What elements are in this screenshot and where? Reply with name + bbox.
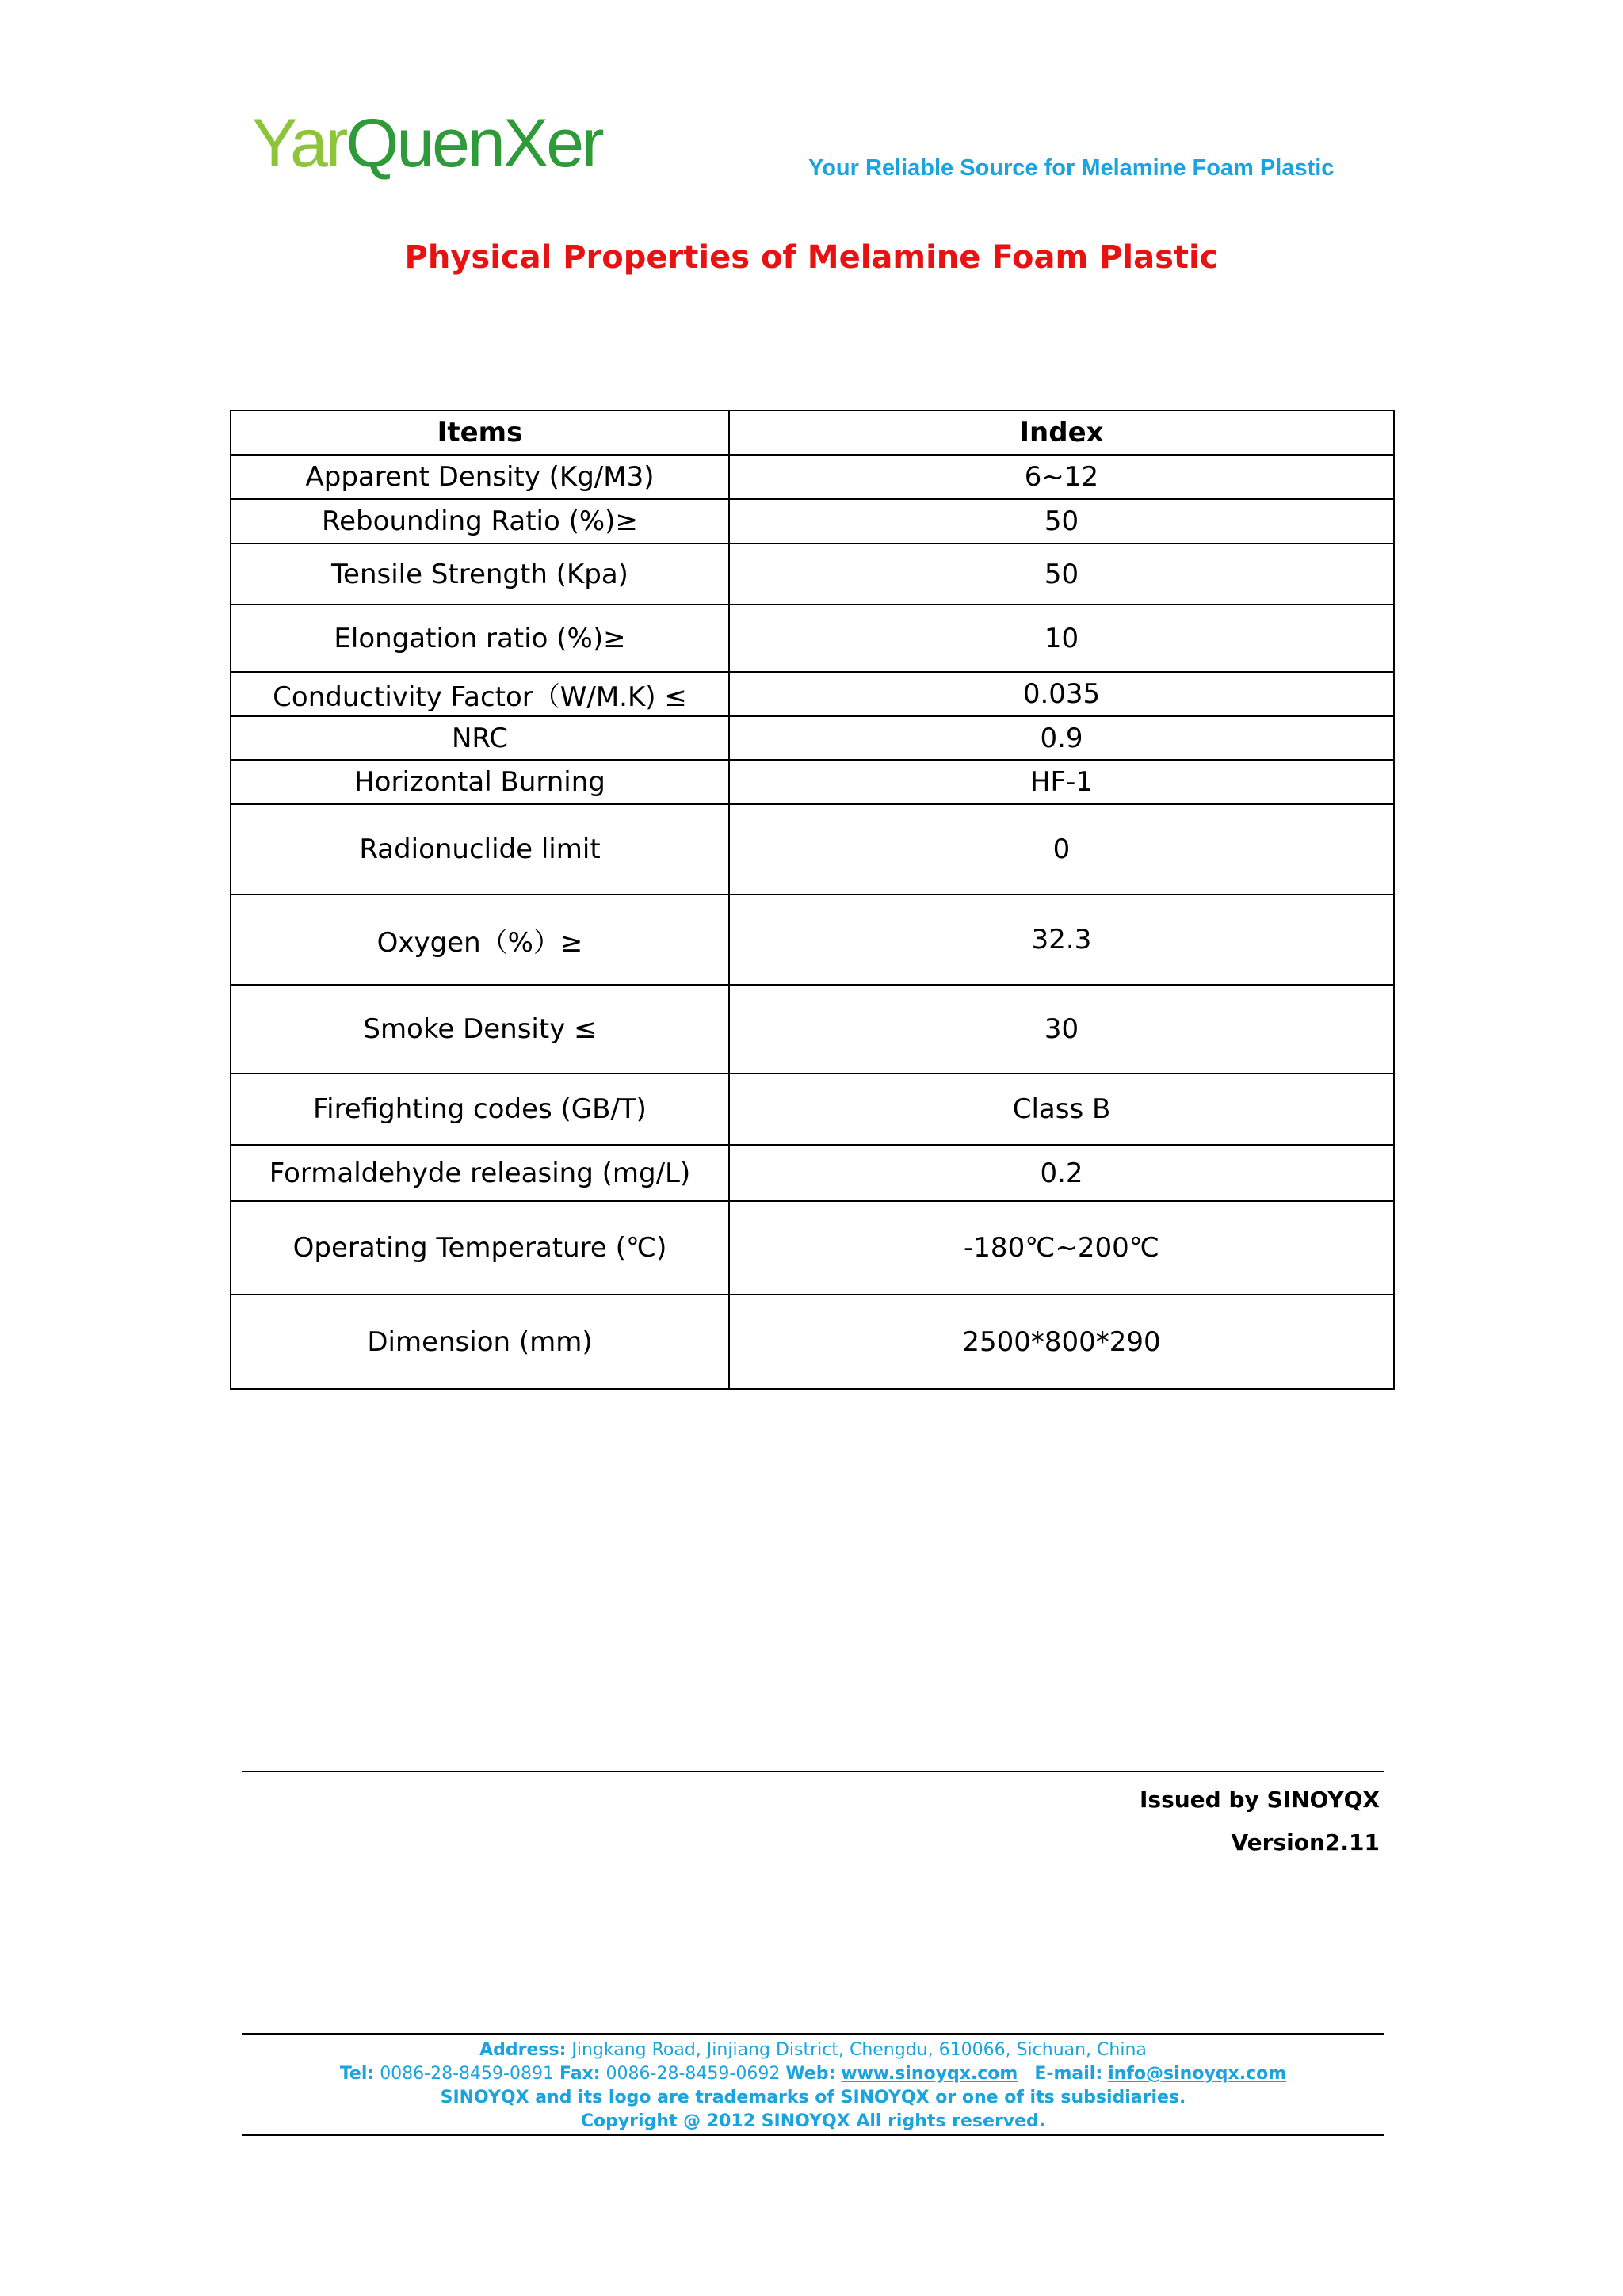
table-row [231,499,1394,543]
trademark-line: SINOYQX and its logo are trademarks of SINOYQX or one of its subsidiaries. [440,2088,1186,2107]
footer-contact-line [242,2062,1384,2086]
value-cell: 0.9 [729,716,1394,760]
item-cell: Horizontal Burning [231,760,729,804]
item-cell: Firefighting codes (GB/T) [231,1074,729,1145]
address-label: Address: [479,2040,567,2060]
item-cell: Oxygen（%）≥ [231,894,729,985]
column-header-items: Items [231,410,729,455]
web-link[interactable]: www.sinoyqx.com [841,2064,1018,2084]
page-title: Physical Properties of Melamine Foam Plastic [404,239,1219,276]
value-cell: 0.2 [729,1145,1394,1201]
value-cell: 2500*800*290 [729,1295,1394,1389]
value-cell: 0.035 [729,672,1394,716]
footer-address-line [242,2039,1384,2062]
logo-part-3: Xer [502,105,602,181]
table-row [231,672,1394,716]
address: Jingkang Road, Jinjiang District, Chengdu, 610066, Sichuan, China [571,2040,1147,2060]
item-cell: Formaldehyde releasing (mg/L) [231,1145,729,1201]
table-row [231,716,1394,760]
fax-label: Fax: [559,2064,601,2084]
divider-footer-top [242,2033,1384,2035]
web-label: Web: [785,2064,836,2084]
issued-by: Issued by SINOYQX [1140,1787,1380,1813]
value-cell: 10 [729,605,1394,672]
table-row [231,894,1394,985]
issued-block [1140,1779,1380,1864]
table-row [231,1145,1394,1201]
item-cell: Elongation ratio (%)≥ [231,605,729,672]
table-row [231,1201,1394,1295]
table-row [231,985,1394,1074]
divider-footer-bottom [242,2134,1384,2136]
tel: 0086-28-8459-0891 [380,2064,554,2084]
copyright-line: Copyright @ 2012 SINOYQX All rights reserved. [580,2111,1046,2131]
item-cell: Smoke Density ≤ [231,985,729,1074]
email-link[interactable]: info@sinoyqx.com [1108,2064,1287,2084]
logo-part-2: Quen [346,105,503,181]
value-cell: 32.3 [729,894,1394,985]
footer [242,2039,1384,2134]
email-label: E-mail: [1034,2064,1103,2084]
table-row [231,1074,1394,1145]
value-cell: Class B [729,1074,1394,1145]
value-cell: 30 [729,985,1394,1074]
table-row [231,455,1394,499]
logo-part-1: Yar [252,105,346,181]
table-header-row [231,410,1394,455]
item-cell: Rebounding Ratio (%)≥ [231,499,729,543]
value-cell: 0 [729,804,1394,894]
value-cell: -180℃~200℃ [729,1201,1394,1295]
tel-label: Tel: [339,2064,375,2084]
value-cell: HF-1 [729,760,1394,804]
value-cell: 50 [729,499,1394,543]
table-row [231,1295,1394,1389]
table-row [231,605,1394,672]
item-cell: NRC [231,716,729,760]
item-cell: Dimension (mm) [231,1295,729,1389]
properties-table [230,410,1395,1390]
fax: 0086-28-8459-0692 [605,2064,781,2084]
item-cell: Conductivity Factor（W/M.K) ≤ [231,672,729,716]
version: Version2.11 [1231,1829,1380,1855]
item-cell: Radionuclide limit [231,804,729,894]
divider-top [242,1771,1384,1772]
value-cell: 50 [729,543,1394,605]
company-logo [252,105,602,181]
tagline: Your Reliable Source for Melamine Foam Plastic [808,155,1335,181]
column-header-index: Index [729,410,1394,455]
item-cell: Operating Temperature (℃) [231,1201,729,1295]
value-cell: 6~12 [729,455,1394,499]
table-row [231,804,1394,894]
table-row [231,760,1394,804]
table-row [231,543,1394,605]
item-cell: Apparent Density (Kg/M3) [231,455,729,499]
item-cell: Tensile Strength (Kpa) [231,543,729,605]
